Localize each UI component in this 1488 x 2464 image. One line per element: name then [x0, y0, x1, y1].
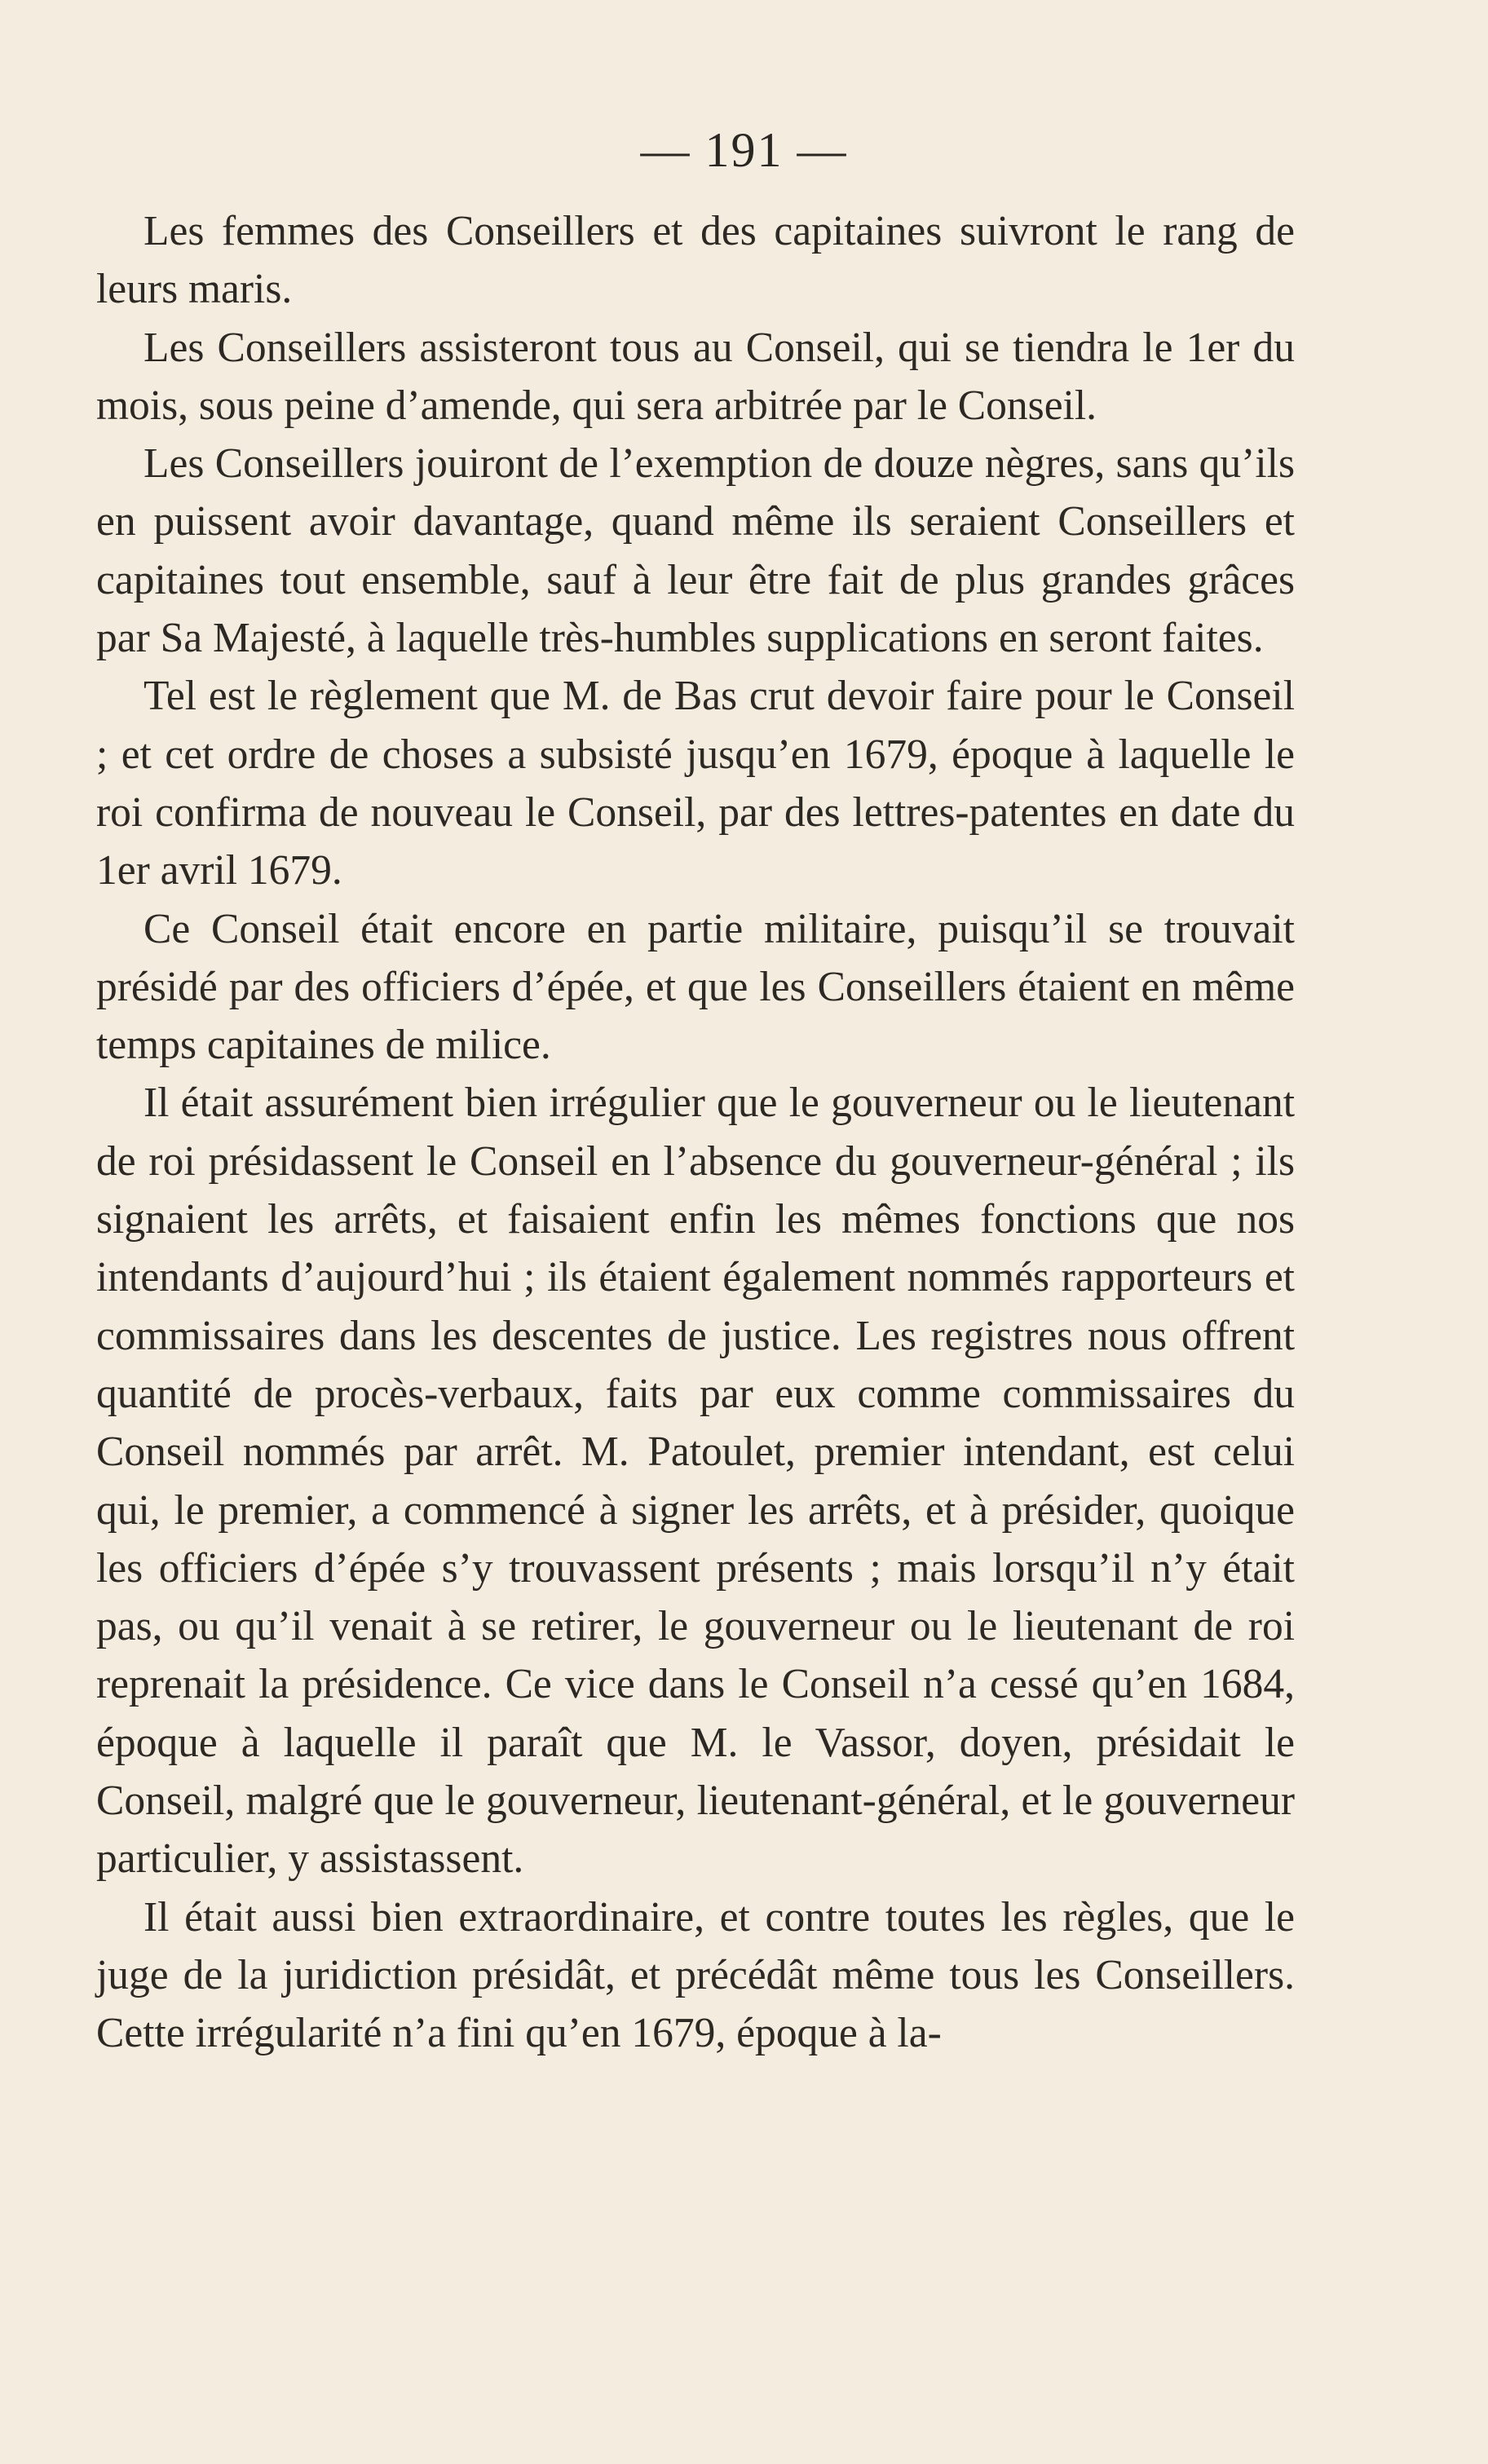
- paragraph-wives-rank: Les femmes des Conseillers et des capitaines suivront le rang de leurs maris.: [96, 208, 1295, 313]
- paragraph-presidency: Il était assurément bien irrégulier que le gouverneur ou le lieutenant de roi présidassent le Conseil en l’absence du gouverneur-général ; ils signaient les arrêts, et faisaient enfin les mêmes fonctions que nos intendants d’aujourd’hui ; ils étaient également nommés rapporteurs et commissaires dans les descentes de justice. Les registres nous offrent quantité de procès-verbaux, faits par eux comme commissaires du Conseil nommés par arrêt. M. Patoulet, premier intendant, est celui qui, le premier, a commencé à signer les arrêts, et à présider, quoique les officiers d’épée s’y trouvassent présents ; mais lorsqu’il n’y était pas, ou qu’il venait à se retirer, le gouverneur ou le lieutenant de roi reprenait la présidence. Ce vice dans le Conseil n’a cessé qu’en 1684, époque à laquelle il paraît que M. le Vassor, doyen, présidait le Conseil, malgré que le gouverneur, lieutenant-général, et le gouverneur particulier, y assistassent.: [96, 1080, 1295, 1883]
- paragraph-judge-precedence: Il était aussi bien extraordinaire, et contre toutes les règles, que le juge de la juridiction présidât, et précédât même tous les Conseillers. Cette irrégularité n’a fini qu’en 1679, époque à la-: [96, 1893, 1295, 2057]
- body-text: [96, 202, 1295, 2063]
- paragraph-council-attendance: Les Conseillers assisteront tous au Conseil, qui se tiendra le 1er du mois, sous peine d’amende, qui sera arbitrée par le Conseil.: [96, 324, 1295, 429]
- page-number: — 191 —: [640, 123, 848, 177]
- paragraph-reglement: Tel est le règlement que M. de Bas crut devoir faire pour le Conseil ; et cet ordre de choses a subsisté jusqu’en 1679, époque à laquelle le roi confirma de nouveau le Conseil, par des lettres-patentes en date du 1er avril 1679.: [96, 673, 1295, 894]
- paragraph-exemption: Les Conseillers jouiront de l’exemption de douze nègres, sans qu’ils en puissent avoir davantage, quand même ils seraient Conseillers et capitaines tout ensemble, sauf à leur être fait de plus grandes grâces par Sa Majesté, à laquelle très-humbles supplications en seront faites.: [96, 440, 1295, 662]
- paragraph-military-council: Ce Conseil était encore en partie militaire, puisqu’il se trouvait présidé par des officiers d’épée, et que les Conseillers étaient en même temps capitaines de milice.: [96, 905, 1295, 1069]
